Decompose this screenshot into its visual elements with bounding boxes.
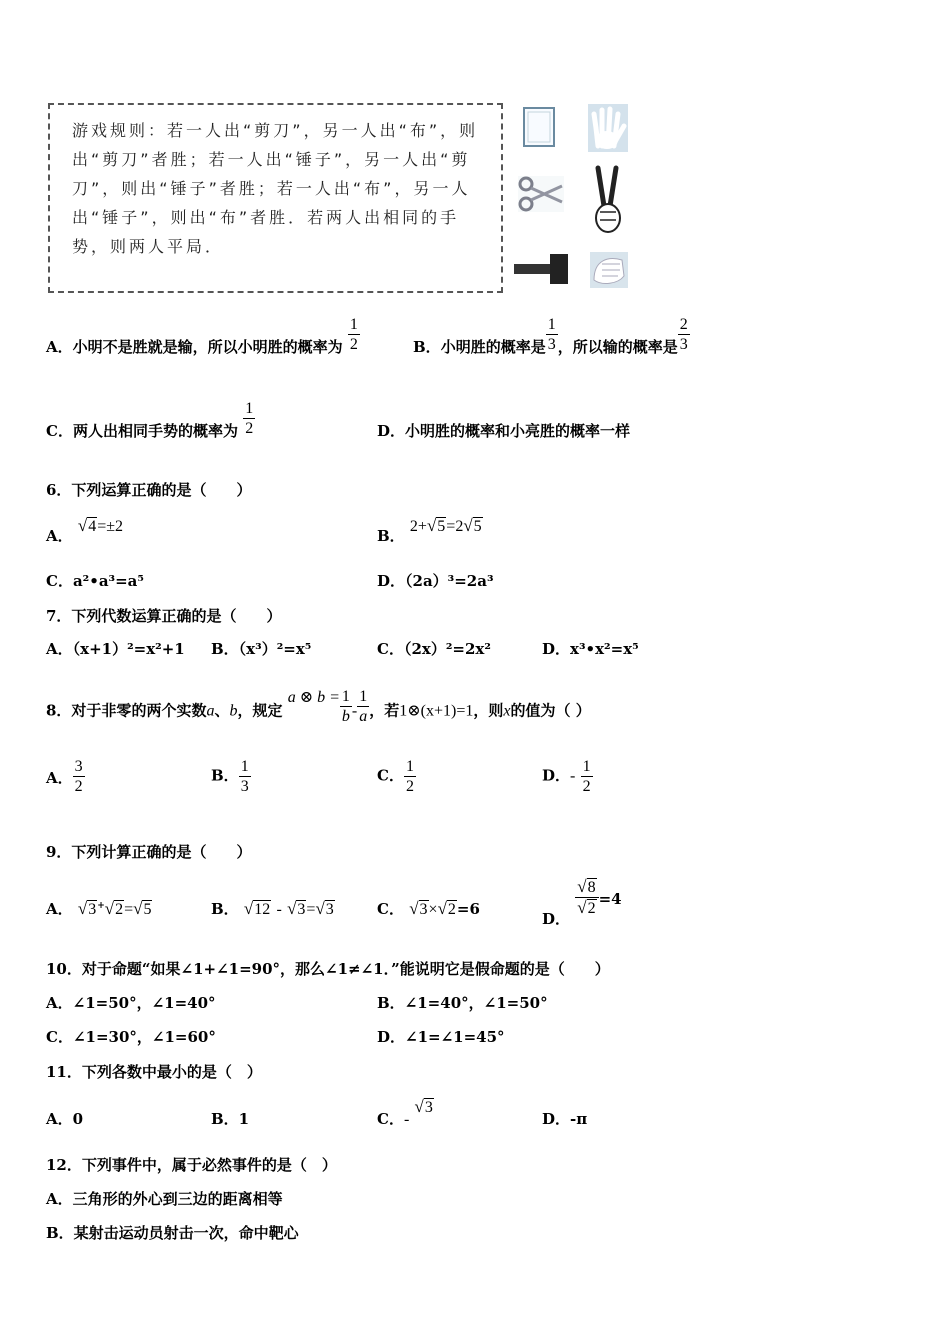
q9-stem: 9．下列计算正确的是（ ）	[46, 843, 252, 861]
q10-option-b: B．∠1=40°，∠1=50°	[377, 994, 548, 1012]
q7-option-a: A．（x+1）²=x²+1	[46, 640, 185, 658]
fist-icon	[590, 252, 628, 288]
q9-option-b: B． √12 - √3=√3	[211, 899, 334, 918]
q8-option-a: A． $\frac{3}{2}$	[46, 758, 83, 795]
q11-stem: 11．下列各数中最小的是（ ）	[46, 1063, 262, 1081]
q5-option-c: C．两人出相同手势的概率为 $\frac{1}{2}$	[46, 399, 254, 440]
q11-option-c: C．- √3	[377, 1097, 433, 1128]
q10-option-a: A．∠1=50°，∠1=40°	[46, 994, 216, 1012]
q7-stem: 7．下列代数运算正确的是（ ）	[46, 607, 282, 625]
q8-option-d: D．- $\frac{1}{2}$	[542, 758, 591, 795]
q6-option-c: C．a²•a³=a⁵	[46, 572, 144, 590]
q5-option-d: D．小明胜的概率和小亮胜的概率一样	[377, 422, 631, 440]
q12-option-b: B．某射击运动员射击一次，命中靶心	[46, 1224, 299, 1242]
q8-option-b: B． $\frac{1}{3}$	[211, 758, 249, 795]
scissors-icon	[518, 176, 564, 212]
hammer-icon	[514, 254, 568, 284]
q5-option-a: A．小明不是胜就是输，所以小明胜的概率为 $\frac{1}{2}$	[46, 315, 358, 356]
q9-option-d: D． $\frac{√8}{√2}$ =4	[542, 877, 622, 928]
q7-option-b: B．（x³）²=x⁵	[211, 640, 312, 658]
q8-option-c: C． $\frac{1}{2}$	[377, 758, 414, 795]
q10-option-c: C．∠1=30°，∠1=60°	[46, 1028, 216, 1046]
q12-stem: 12．下列事件中，属于必然事件的是（ ）	[46, 1156, 337, 1174]
q11-option-d: D．-π	[542, 1110, 588, 1128]
q10-stem: 10．对于命题“如果∠1+∠1=90°，那么∠1≠∠1．”能说明它是假命题的是（ ）	[46, 960, 610, 978]
q7-option-c: C．（2x）²=2x²	[377, 640, 491, 658]
gesture-images	[510, 100, 640, 300]
q10-option-d: D．∠1=∠1=45°	[377, 1028, 505, 1046]
paper-square-icon	[524, 108, 554, 146]
q6-option-d: D．（2a）³=2a³	[377, 572, 494, 590]
q7-option-d: D．x³•x²=x⁵	[542, 640, 639, 658]
rules-text: 游戏规则：若一人出“剪刀”，另一人出“布”，则出“剪刀”者胜；若一人出“锤子”，另一人出“剪刀”，则出“锤子”者胜；若一人出“布”，另一人出“锤子”，则出“布”者胜．若两人出相同的手势，则两人平局．	[72, 121, 479, 256]
victory-hand-icon	[596, 168, 620, 232]
q8-stem: 8．对于非零的两个实数a、b，规定 a ⊗ b = $\frac{1}{b}$ - $\frac{1}{a}$ ，若1⊗(x+1)=1，则x的值为（ ）	[46, 688, 591, 725]
q9-option-c: C． √3×√2=6	[377, 899, 480, 918]
q12-option-a: A．三角形的外心到三边的距离相等	[46, 1190, 283, 1208]
q6-option-b: B． 2+√5=2√5	[377, 516, 482, 545]
q5-option-b: B．小明胜的概率是 $\frac{1}{3}$ ，所以输的概率是 $\frac{2}{3}$	[413, 315, 688, 356]
q11-option-b: B．1	[211, 1110, 250, 1128]
q6-option-a: A． √4=±2	[46, 516, 124, 545]
q6-stem: 6．下列运算正确的是（ ）	[46, 481, 252, 499]
q11-option-a: A．0	[46, 1110, 84, 1128]
q9-option-a: A． √3+√2=√5	[46, 899, 152, 918]
open-hand-icon	[588, 104, 628, 152]
